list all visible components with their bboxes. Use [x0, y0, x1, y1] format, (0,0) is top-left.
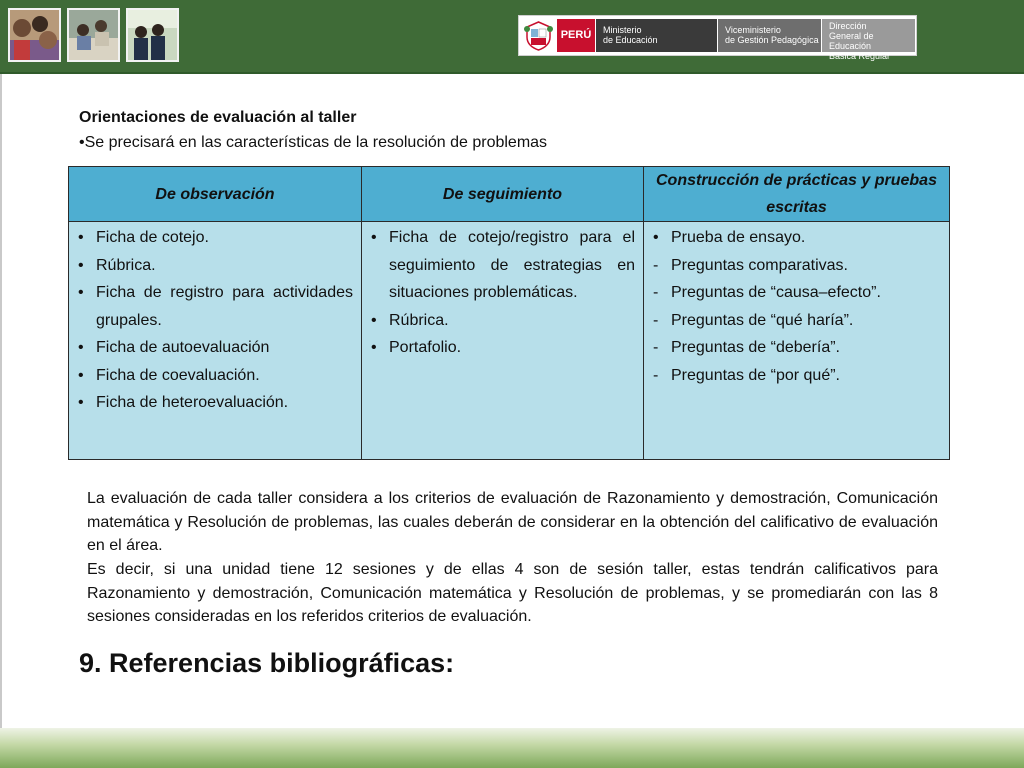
bullet-icon: • [371, 311, 377, 329]
header-photo-classroom [67, 8, 120, 62]
bullet-icon: • [78, 256, 84, 274]
vice-ministry-label: Viceministerio de Gestión Pedagógica [718, 19, 821, 52]
followup-column [362, 222, 644, 460]
header-photo-students [126, 8, 179, 62]
list-item: - Preguntas comparativas. [650, 252, 941, 280]
list-item: • Prueba de ensayo. [650, 224, 941, 252]
section-subheading: •Se precisará en las características de la resolución de problemas [79, 134, 548, 151]
country-label: PERÚ [557, 19, 595, 52]
bullet-icon: • [78, 366, 84, 384]
national-seal-icon [522, 19, 555, 52]
dash-icon: - [653, 284, 659, 301]
list-item: - Preguntas de “causa–efecto”. [650, 279, 941, 307]
slide-left-border [0, 74, 2, 734]
ministry-logo [518, 15, 917, 61]
list-item: • Ficha de cotejo/registro para el seguimiento de estrategias en situaciones problemáticas. [368, 224, 635, 307]
direction-label: Dirección General de Educación Básica Regular [822, 19, 915, 52]
bullet-icon: • [78, 284, 84, 301]
evaluation-paragraph-1: La evaluación de cada taller considera a los criterios de evaluación de Razonamiento y demostración, Comunicación matemática y Resolución de problemas, las cuales deberán de considerar en la obtención del calificativo de evaluación en el área. [87, 490, 938, 554]
list-item: • Rúbrica. [368, 307, 635, 335]
table-header-written-tests: Construcción de prácticas y pruebas escritas [644, 167, 950, 222]
written-tests-column [644, 222, 950, 460]
evaluation-paragraph-2: Es decir, si una unidad tiene 12 sesiones y de ellas 4 son de sesión taller, estas tendrán calificativos para Razonamiento y demostración, Comunicación matemática y Resolución de problemas, y se promediarán con las 8 sesiones consideradas en los referidos criterios de evaluación. [87, 561, 938, 625]
bullet-icon: • [78, 229, 84, 246]
dash-icon: - [653, 256, 659, 274]
bullet-icon: • [653, 229, 659, 246]
table-header-observation: De observación [69, 167, 362, 222]
evaluation-table [68, 166, 950, 460]
list-item: • Ficha de autoevaluación [75, 334, 353, 362]
written-tests-list [650, 224, 941, 389]
list-item: • Portafolio. [368, 334, 635, 362]
bullet-icon: • [371, 229, 377, 246]
list-item: • Ficha de heteroevaluación. [75, 389, 353, 417]
list-item: - Preguntas de “debería”. [650, 334, 941, 362]
header-bar [0, 0, 1024, 74]
list-item: - Preguntas de “qué haría”. [650, 307, 941, 335]
table-row [69, 222, 950, 460]
footer-bar [0, 728, 1024, 768]
dash-icon: - [653, 339, 659, 356]
header-photo-children [8, 8, 61, 62]
references-title: 9. Referencias bibliográficas: [79, 648, 455, 678]
ministry-label: Ministerio de Educación [596, 19, 717, 52]
observation-column [69, 222, 362, 460]
list-item: • Ficha de registro para actividades grupales. [75, 279, 353, 334]
section-heading: Orientaciones de evaluación al taller [79, 109, 357, 126]
table-header-row [69, 167, 950, 222]
bullet-icon: • [78, 394, 84, 411]
dash-icon: - [653, 366, 659, 384]
list-item: - Preguntas de “por qué”. [650, 362, 941, 390]
bullet-icon: • [371, 339, 377, 356]
bullet-icon: • [78, 339, 84, 356]
list-item: • Ficha de coevaluación. [75, 362, 353, 390]
observation-list [75, 224, 353, 417]
list-item: • Ficha de cotejo. [75, 224, 353, 252]
dash-icon: - [653, 311, 659, 329]
list-item: • Rúbrica. [75, 252, 353, 280]
table-header-followup: De seguimiento [362, 167, 644, 222]
followup-list [368, 224, 635, 362]
